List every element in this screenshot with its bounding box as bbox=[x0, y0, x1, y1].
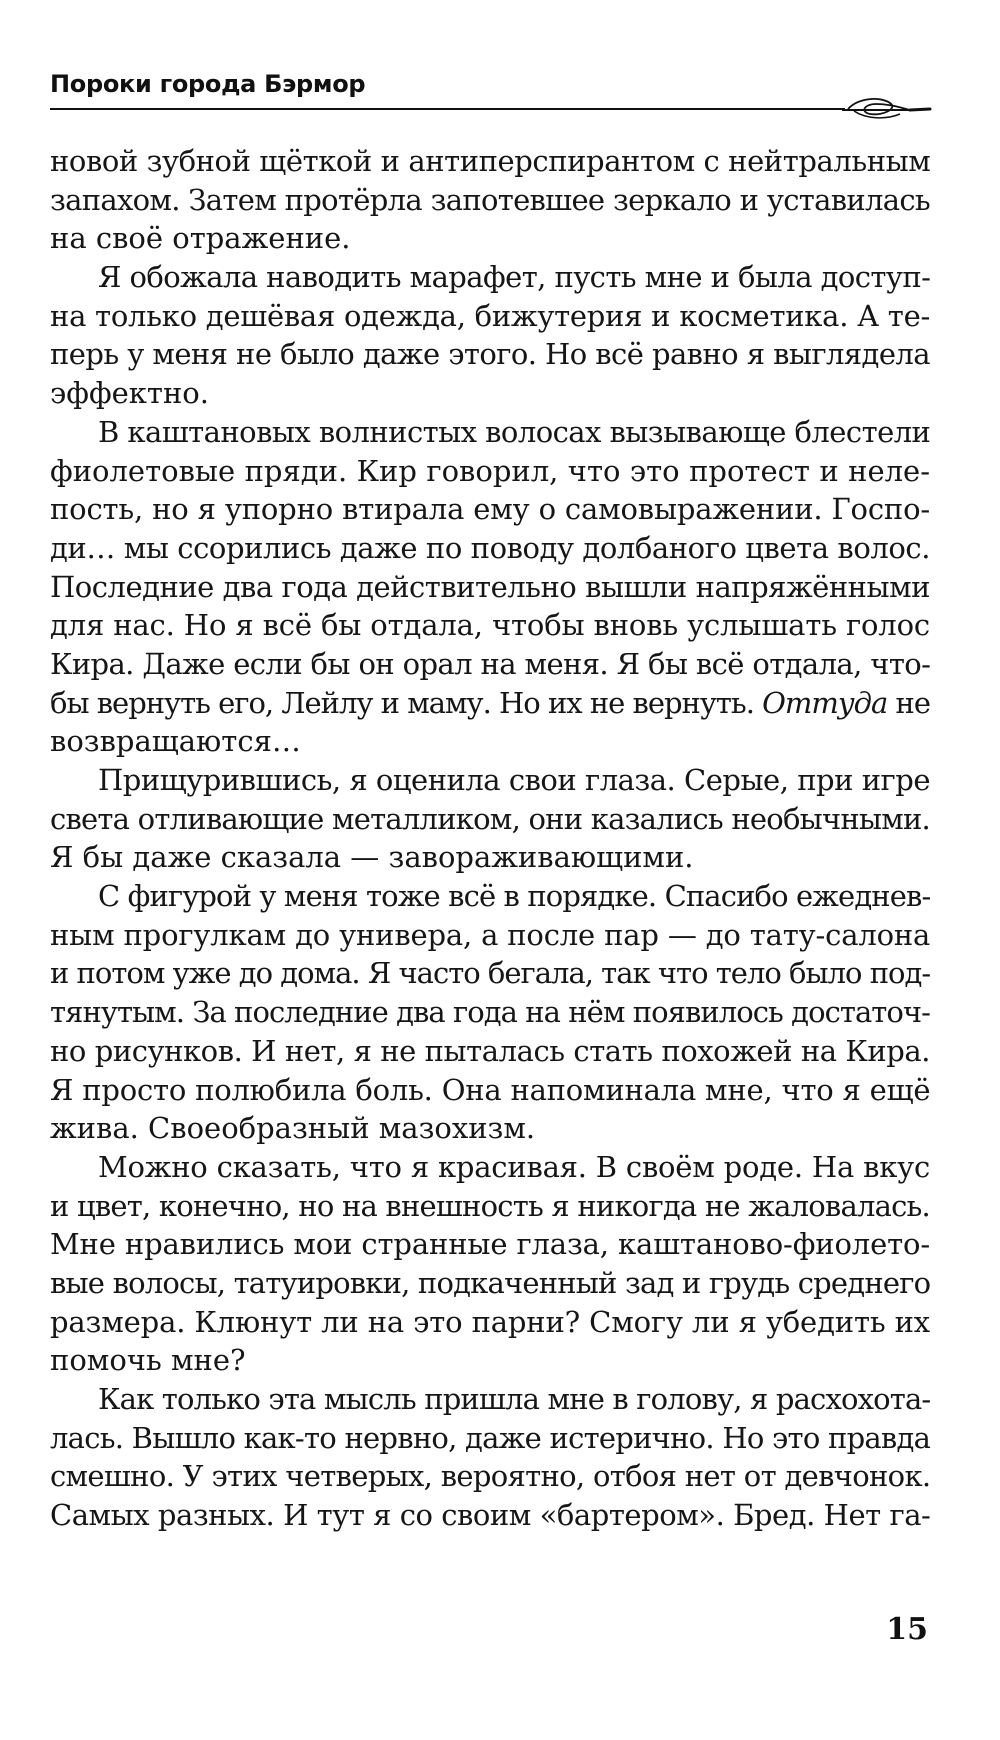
text-line: жива. Своеобразный мазохизм. bbox=[50, 1111, 536, 1146]
text-line: для нас. Но я всё бы отдала, чтобы вновь услышать голос bbox=[50, 608, 930, 643]
text-line: размера. Клюнут ли на это парни? Смогу ли я убедить их bbox=[50, 1304, 930, 1339]
text-line: ди… мы ссорились даже по поводу долбаного цвета волос. bbox=[50, 530, 930, 565]
running-header bbox=[50, 70, 930, 120]
text-line: фиолетовые пряди. Кир говорил, что это протест и неле- bbox=[50, 453, 930, 488]
swirl-ornament-icon bbox=[840, 94, 932, 122]
text-line: ным прогулкам до универа, а после пар — до тату-салона bbox=[50, 917, 931, 952]
running-title: Пороки города Бэрмор bbox=[50, 70, 366, 98]
text-line: и потом уже до дома. Я часто бегала, так что тело было под- bbox=[50, 956, 931, 991]
text-line: Прищурившись, я оценила свои глаза. Серые, при игре bbox=[98, 763, 930, 797]
paragraph bbox=[50, 1380, 930, 1535]
text-line: и цвет, конечно, но на внешность я никогда не жаловалась. bbox=[50, 1188, 930, 1223]
text-line: Я просто полюбила боль. Она напоминала мне, что я ещё bbox=[50, 1072, 931, 1107]
text-line: тянутым. За последние два года на нём появилось достаточ- bbox=[50, 995, 930, 1030]
text-line: возвращаются… bbox=[50, 724, 301, 759]
text-line: запахом. Затем протёрла запотевшее зеркало и уставилась bbox=[50, 182, 930, 217]
paragraph bbox=[50, 258, 930, 413]
text-line: помочь мне? bbox=[50, 1343, 246, 1378]
text-line: бы вернуть его, Лейлу и маму. Но их не вернуть. Оттуда не bbox=[50, 685, 931, 720]
body-text bbox=[50, 142, 930, 1535]
paragraph bbox=[50, 761, 930, 877]
text-line: на своё отражение. bbox=[50, 221, 351, 256]
text-line: перь у меня не было даже этого. Но всё равно я выглядела bbox=[50, 337, 930, 372]
text-line: лась. Вышло как-то нервно, даже истерично. Но это правда bbox=[50, 1420, 931, 1455]
text-line: света отливающие металликом, они казались необычными. bbox=[50, 801, 930, 836]
paragraph bbox=[50, 142, 930, 258]
text-line: смешно. У этих четверых, вероятно, отбоя нет от девчонок. bbox=[50, 1459, 931, 1494]
text-line: С фигурой у меня тоже всё в порядке. Спасибо ежеднев- bbox=[98, 879, 931, 914]
text-line: но рисунков. И нет, я не пыталась стать похожей на Кира. bbox=[50, 1033, 930, 1068]
header-rule bbox=[50, 108, 845, 110]
paragraph bbox=[50, 413, 930, 761]
text-line: вые волосы, татуировки, подкаченный зад и грудь среднего bbox=[50, 1265, 931, 1300]
text-line: Я бы даже сказала — завораживающими. bbox=[50, 840, 694, 875]
text-line: Я обожала наводить марафет, пусть мне и была доступ- bbox=[98, 260, 931, 295]
text-line: Мне нравились мои странные глаза, каштаново-фиолето- bbox=[50, 1227, 930, 1262]
paragraph bbox=[50, 1148, 930, 1380]
text-line: В каштановых волнистых волосах вызывающе блестели bbox=[98, 414, 931, 449]
text-line: новой зубной щёткой и антиперспирантом с нейтральным bbox=[50, 144, 931, 178]
emphasized-word: Оттуда bbox=[762, 685, 888, 720]
text-line: пость, но я упорно втирала ему о самовыражении. Госпо- bbox=[50, 492, 930, 527]
text-line: Как только эта мысль пришла мне в голову, я расхохота- bbox=[98, 1382, 931, 1416]
text-line: эффектно. bbox=[50, 376, 209, 411]
text-line: Самых разных. И тут я со своим «бартером». Бред. Нет га- bbox=[50, 1498, 931, 1533]
text-line: Кира. Даже если бы он орал на меня. Я бы всё отдала, что- bbox=[50, 646, 931, 681]
text-line: Можно сказать, что я красивая. В своём роде. На вкус bbox=[98, 1149, 930, 1184]
paragraph bbox=[50, 877, 930, 1148]
text-line: Последние два года действительно вышли напряжёнными bbox=[50, 569, 930, 604]
text-line: на только дешёвая одежда, бижутерия и косметика. А те- bbox=[50, 298, 931, 333]
page-number: 15 bbox=[886, 1612, 928, 1647]
